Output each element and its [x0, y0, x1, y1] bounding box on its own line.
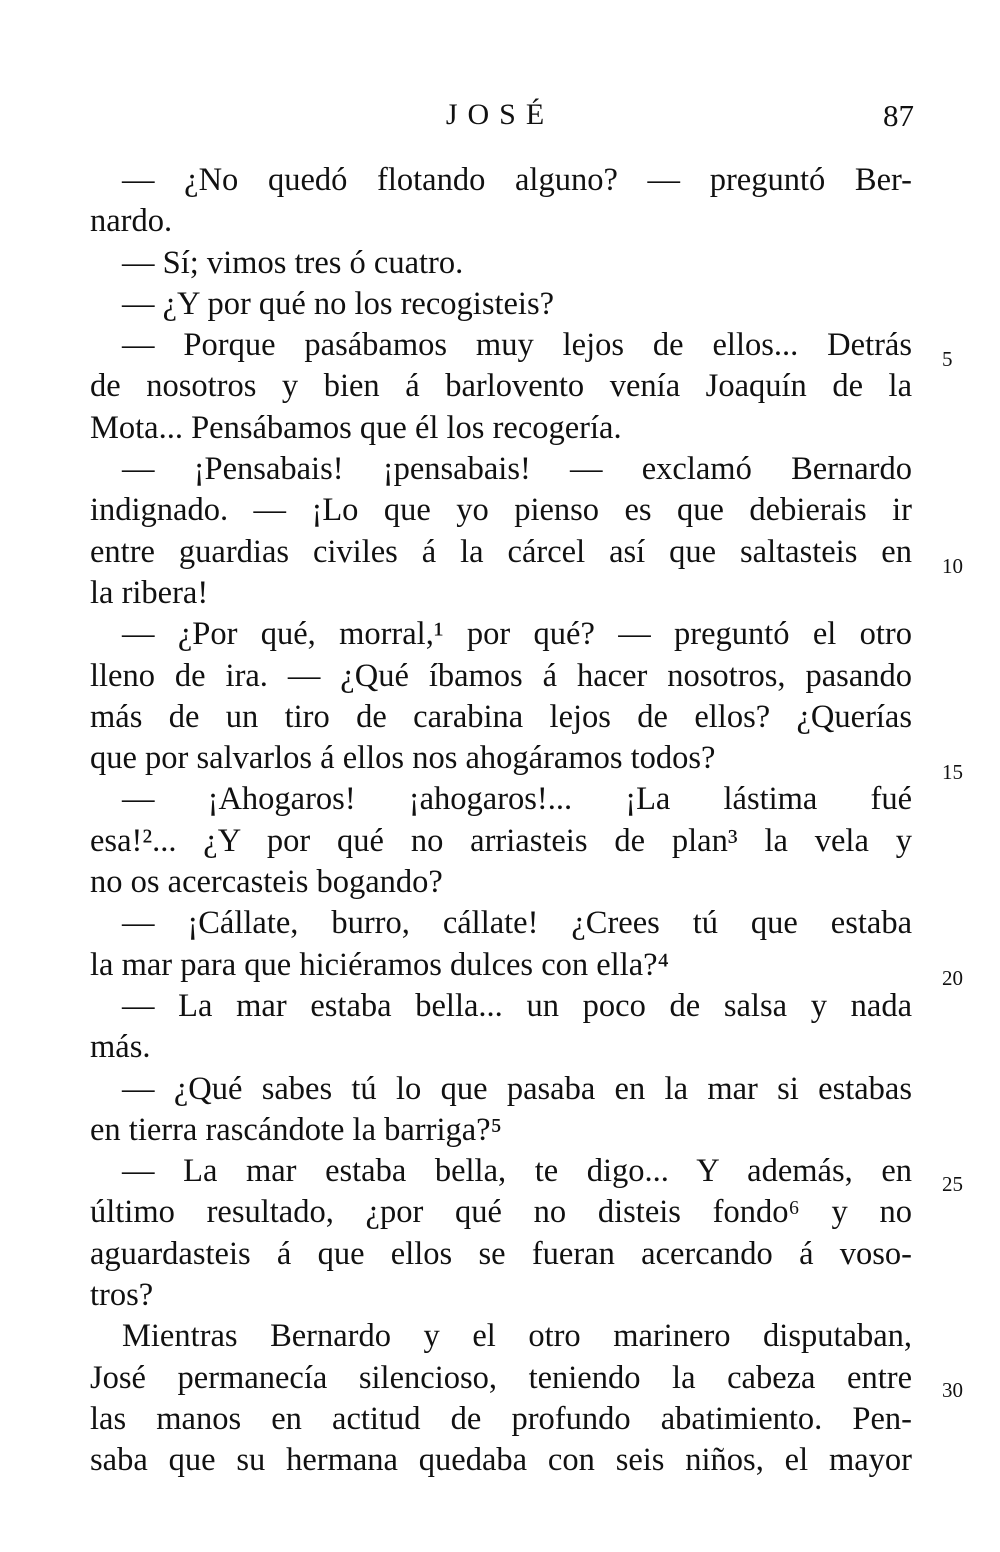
text-line: — La mar estaba bella, te digo... Y además, en [122, 1153, 912, 1190]
line-number: 5 [942, 347, 953, 371]
text-line: la mar para que hiciéramos dulces con ella?⁴ [90, 946, 669, 983]
page-body [90, 160, 912, 1482]
text-line: más. [90, 1029, 151, 1066]
text-line: más de un tiro de carabina lejos de ellos? ¿Querías [90, 698, 912, 735]
text-line: saba que su hermana quedaba con seis niños, el mayor [90, 1442, 912, 1479]
text-line: entre guardias civiles á la cárcel así que saltasteis en [90, 533, 912, 570]
line-number: 20 [942, 966, 963, 990]
text-line: aguardasteis á que ellos se fueran acercando á voso- [90, 1235, 912, 1272]
text-line: tros? [90, 1277, 154, 1314]
text-line: nardo. [90, 203, 173, 240]
text-line: Mota... Pensábamos que él los recogería. [90, 409, 622, 446]
text-line: — Sí; vimos tres ó cuatro. [122, 244, 464, 281]
text-line: la ribera! [90, 574, 209, 611]
text-line: en tierra rascándote la barriga?⁵ [90, 1111, 502, 1148]
text-line: indignado. — ¡Lo que yo pienso es que debierais ir [90, 492, 912, 529]
text-line: — La mar estaba bella... un poco de salsa y nada [122, 987, 912, 1024]
text-line: que por salvarlos á ellos nos ahogáramos todos? [90, 740, 716, 777]
text-line: — ¡Cállate, burro, cállate! ¿Crees tú que estaba [122, 905, 912, 942]
text-line: José permanecía silencioso, teniendo la cabeza entre [90, 1359, 912, 1396]
running-title: JOSÉ [445, 98, 555, 131]
line-number: 15 [942, 760, 963, 784]
text-line: — ¿Y por qué no los recogisteis? [122, 285, 555, 322]
text-line: — ¡Pensabais! ¡pensabais! — exclamó Bernardo [122, 451, 912, 488]
text-line: de nosotros y bien á barlovento venía Joaquín de la [90, 368, 912, 405]
text-line: último resultado, ¿por qué no disteis fondo⁶ y no [90, 1194, 912, 1231]
text-line: lleno de ira. — ¿Qué íbamos á hacer nosotros, pasando [90, 657, 912, 694]
text-line: Mientras Bernardo y el otro marinero disputaban, [122, 1318, 912, 1355]
line-number: 10 [942, 554, 963, 578]
page-number: 87 [883, 98, 914, 133]
text-line: no os acercasteis bogando? [90, 864, 443, 901]
text-line: — ¿Por qué, morral,¹ por qué? — preguntó el otro [122, 616, 912, 653]
text-line: — ¿No quedó flotando alguno? — preguntó Ber- [122, 162, 912, 198]
text-line: — Porque pasábamos muy lejos de ellos... Detrás [122, 327, 912, 364]
text-line: — ¡Ahogaros! ¡ahogaros!... ¡La lástima fué [122, 781, 912, 818]
running-head [90, 98, 914, 138]
line-number: 25 [942, 1172, 963, 1196]
line-number: 30 [942, 1378, 963, 1402]
text-line: — ¿Qué sabes tú lo que pasaba en la mar si estabas [122, 1070, 912, 1107]
text-line: las manos en actitud de profundo abatimiento. Pen- [90, 1400, 912, 1437]
text-line: esa!²... ¿Y por qué no arriasteis de plan³ la vela y [90, 822, 912, 859]
